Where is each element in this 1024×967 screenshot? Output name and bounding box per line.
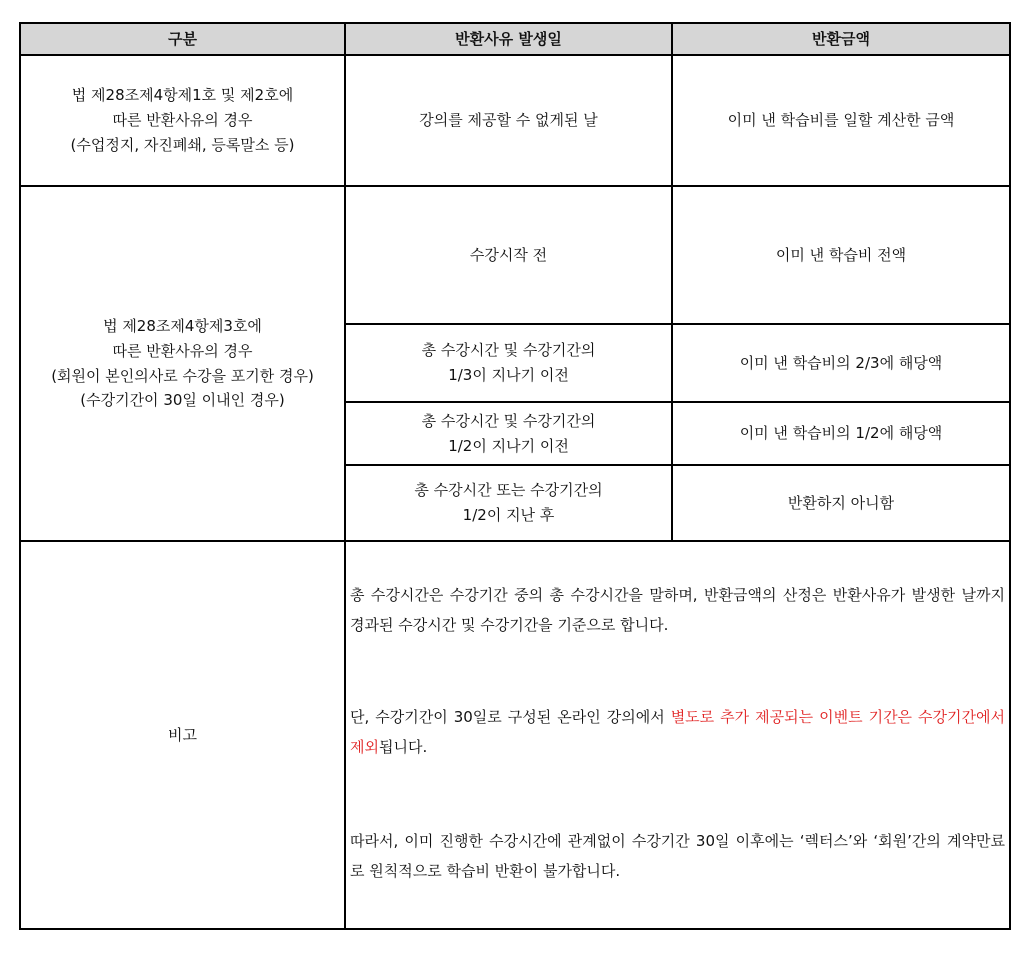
header-row xyxy=(20,23,1010,55)
category-line: (수업정지, 자진폐쇄, 등록말소 등) xyxy=(70,135,295,154)
refund-policy-table xyxy=(19,22,1011,930)
date-line: 1/2이 지난 후 xyxy=(462,506,555,524)
remarks-content-cell xyxy=(345,541,1010,929)
date-line: 총 수강시간 또는 수강기간의 xyxy=(414,481,603,500)
date-line: 1/3이 지나기 이전 xyxy=(448,366,569,384)
remark-paragraph xyxy=(350,702,1005,762)
date-line: 총 수강시간 및 수강기간의 xyxy=(421,411,596,430)
category-line: 따른 반환사유의 경우 xyxy=(112,341,253,360)
remark-paragraph: 총 수강시간은 수강기간 중의 총 수강시간을 말하며, 반환금액의 산정은 반환사유가 발생한 날까지 경과된 수강시간 및 수강기간을 기준으로 합니다. xyxy=(350,586,1005,634)
date-line: 수강시작 전 xyxy=(469,245,548,264)
remark-text: 됩니다. xyxy=(378,738,428,756)
amount-cell: 이미 낸 학습비 전액 xyxy=(672,186,1010,324)
category-line: 따른 반환사유의 경우 xyxy=(112,111,253,130)
header-category: 구분 xyxy=(20,23,345,55)
date-cell xyxy=(345,465,672,541)
category-cell xyxy=(20,55,345,186)
remark-paragraph: 따라서, 이미 진행한 수강시간에 관계없이 수강기간 30일 이후에는 ‘렉터스’와 ‘회원’간의 계약만료로 원칙적으로 학습비 반환이 불가합니다. xyxy=(350,832,1005,880)
amount-cell: 이미 낸 학습비를 일할 계산한 금액 xyxy=(672,55,1010,186)
date-cell: 강의를 제공할 수 없게된 날 xyxy=(345,55,672,186)
table-row xyxy=(20,55,1010,186)
amount-cell: 이미 낸 학습비의 2/3에 해당액 xyxy=(672,324,1010,402)
category-line: 법 제28조제4항제1호 및 제2호에 xyxy=(71,86,294,105)
category-cell xyxy=(20,186,345,541)
remark-highlight: 별도로 추가 제공되는 이벤트 기간은 수강기간에서 제외 xyxy=(350,708,1005,756)
remarks-label-cell: 비고 xyxy=(20,541,345,929)
date-cell xyxy=(345,186,672,324)
amount-cell: 이미 낸 학습비의 1/2에 해당액 xyxy=(672,402,1010,465)
date-line: 1/2이 지나기 이전 xyxy=(448,436,569,455)
category-line: 법 제28조제4항제3호에 xyxy=(103,317,262,335)
category-line: (수강기간이 30일 이내인 경우) xyxy=(80,391,285,410)
table-row xyxy=(20,186,1010,324)
header-amount: 반환금액 xyxy=(672,23,1010,55)
amount-cell: 반환하지 아니함 xyxy=(672,465,1010,541)
date-line: 총 수강시간 및 수강기간의 xyxy=(421,341,596,360)
remark-text: 단, 수강기간이 30일로 구성된 온라인 강의에서 xyxy=(350,708,671,726)
category-line: (회원이 본인의사로 수강을 포기한 경우) xyxy=(51,366,314,385)
date-cell xyxy=(345,324,672,402)
table-row xyxy=(20,541,1010,929)
date-cell xyxy=(345,402,672,465)
header-date: 반환사유 발생일 xyxy=(345,23,672,55)
